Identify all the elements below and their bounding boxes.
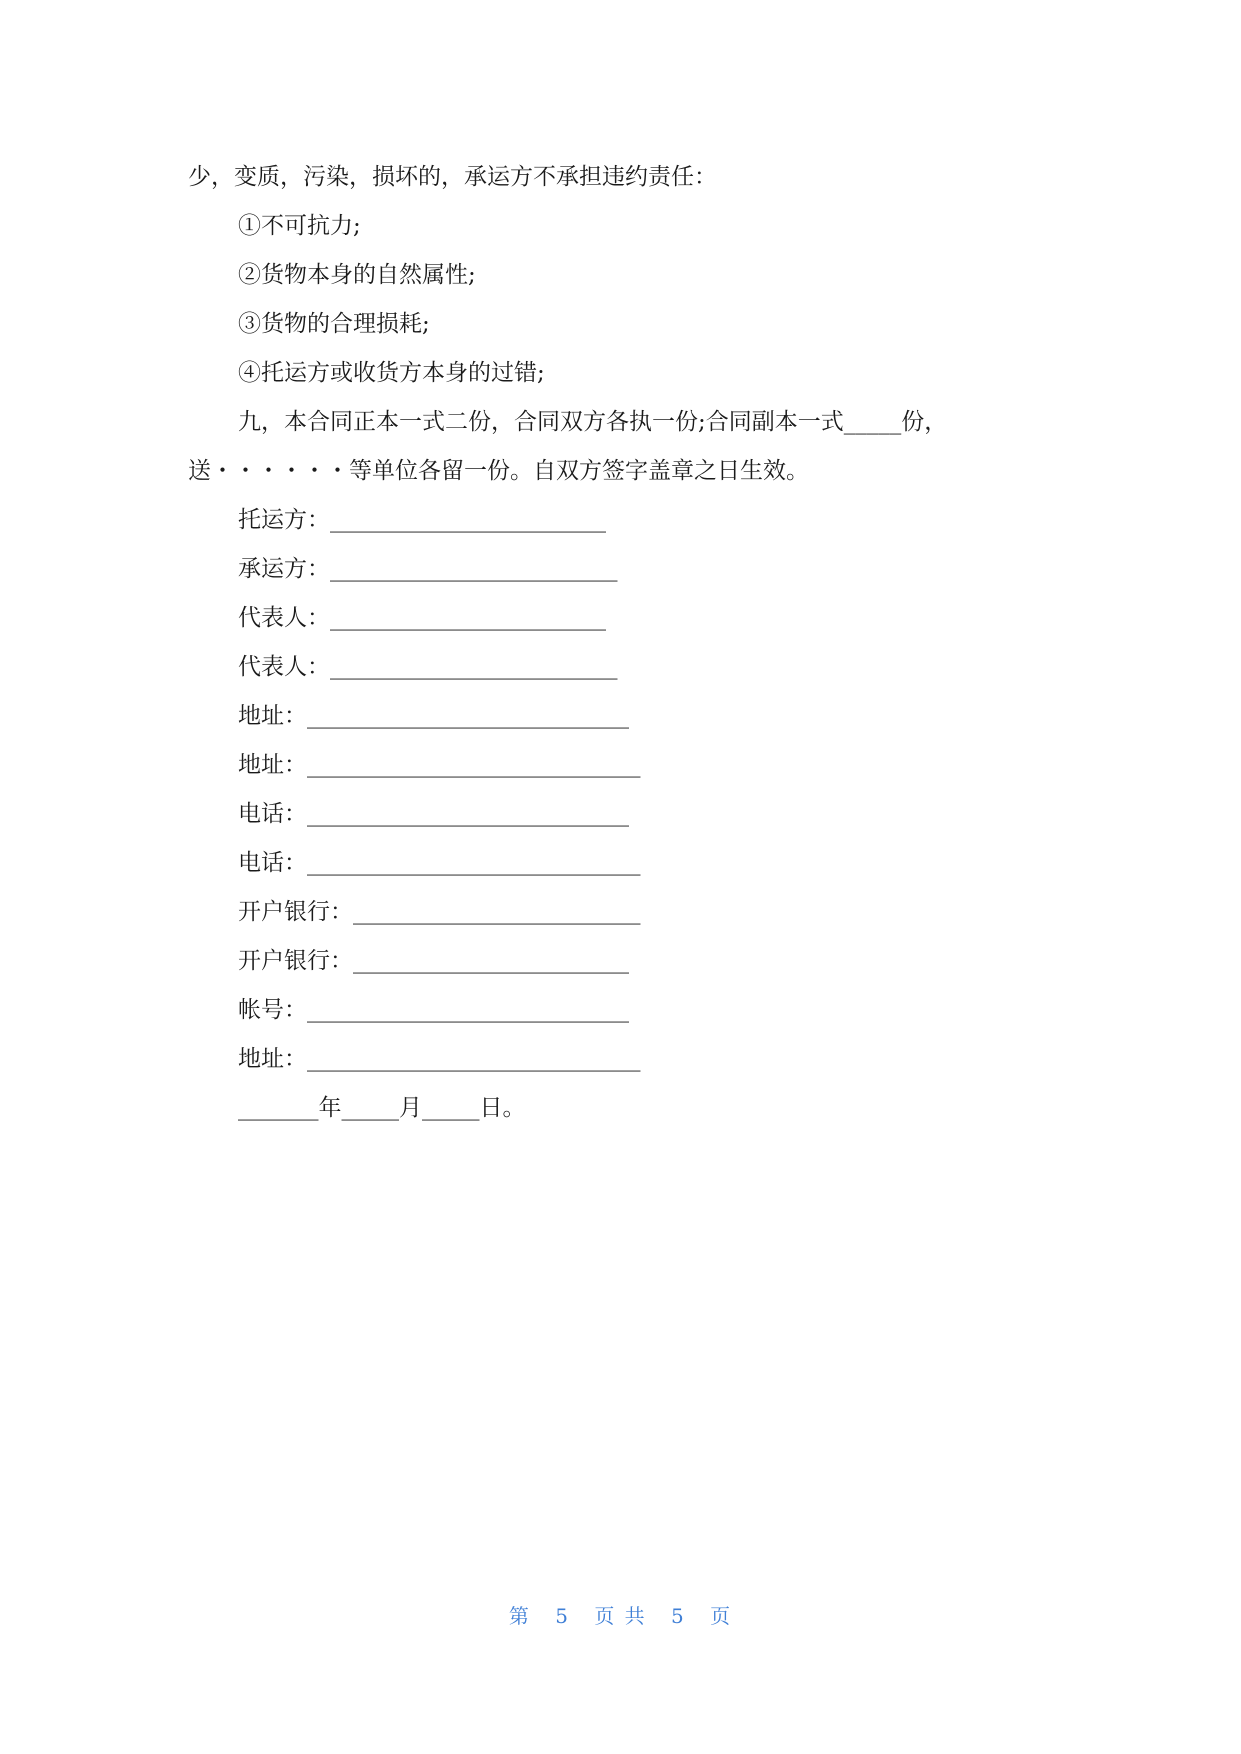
signature-field-carrier: 承运方：_________________________ [238, 556, 618, 582]
body-line: 少，变质，污染，损坏的，承运方不承担违约责任： [188, 164, 717, 190]
signature-field-phone: 电话：____________________________ [238, 801, 629, 827]
contract-content [188, 153, 1058, 1133]
footer-current-page: 5 [555, 1604, 570, 1628]
clause-nine: 九，本合同正本一式二份，合同双方各执一份;合同副本一式_____份， [238, 409, 948, 435]
exemption-item: ④托运方或收货方本身的过错; [238, 360, 545, 386]
footer-word-page: 第 [508, 1604, 531, 1628]
footer-word-of: 页 共 [594, 1604, 647, 1628]
exemption-item: ②货物本身的自然属性; [238, 262, 476, 288]
clause-nine-continued: 送・・・・・・等单位各留一份。自双方签字盖章之日生效。 [188, 458, 809, 484]
signature-field-shipper: 托运方：________________________ [238, 507, 606, 533]
exemption-item: ①不可抗力; [238, 213, 361, 239]
signature-field-phone: 电话：_____________________________ [238, 850, 641, 876]
signature-field-bank: 开户银行：_________________________ [238, 899, 641, 925]
signature-field-address: 地址：_____________________________ [238, 1046, 641, 1072]
footer-word-pages: 页 [710, 1604, 733, 1628]
page-footer [0, 1600, 1241, 1629]
signature-field-address: 地址：____________________________ [238, 703, 629, 729]
signature-field-address: 地址：_____________________________ [238, 752, 641, 778]
exemption-item: ③货物的合理损耗; [238, 311, 430, 337]
signature-field-representative: 代表人：_________________________ [238, 654, 618, 680]
footer-total-pages: 5 [671, 1604, 686, 1628]
signature-field-representative: 代表人：________________________ [238, 605, 606, 631]
signature-date: _______年_____月_____日。 [238, 1095, 526, 1121]
signature-field-account: 帐号：____________________________ [238, 997, 629, 1023]
signature-field-bank: 开户银行：________________________ [238, 948, 629, 974]
